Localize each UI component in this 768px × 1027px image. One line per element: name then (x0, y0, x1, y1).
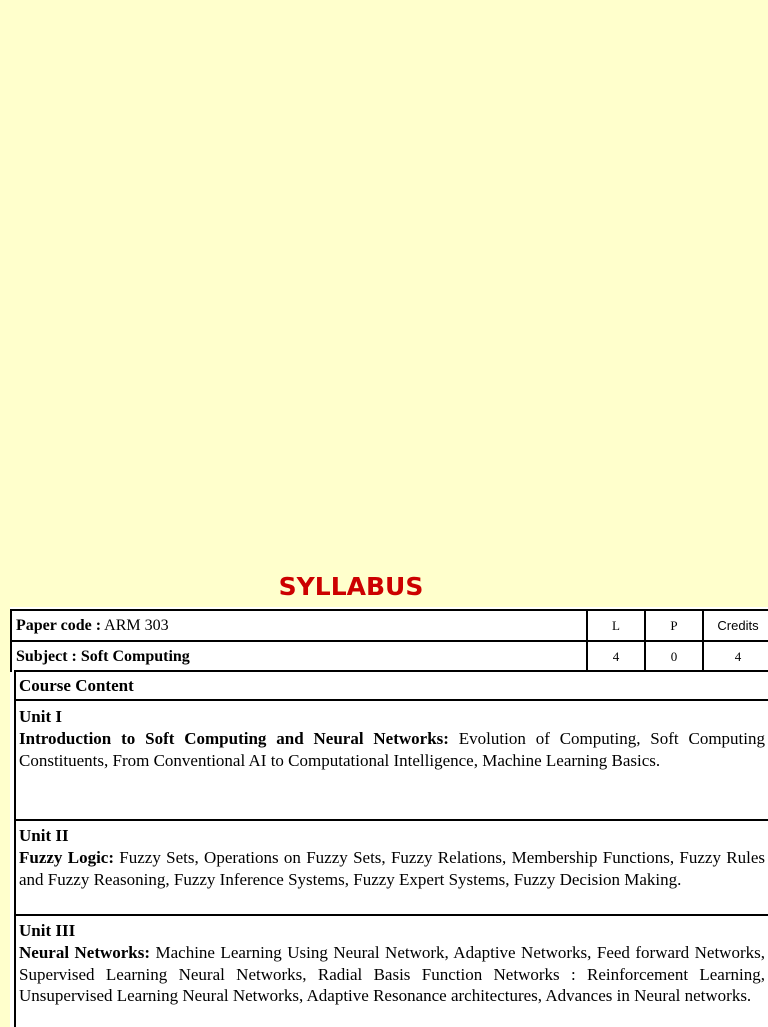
unit-2-text: Fuzzy Sets, Operations on Fuzzy Sets, Fuzzy Relations, Membership Functions, Fuzzy Rules and Fuzzy Reasoning, Fuzzy Inference Systems, Fuzzy Expert Systems, Fuzzy Decision Making. (19, 848, 765, 889)
unit-1-heading: Introduction to Soft Computing and Neural Networks: (19, 729, 449, 748)
col-l-header: L (586, 611, 644, 641)
unit-2-title: Unit II (19, 826, 69, 845)
paper-code-cell (10, 611, 586, 641)
credits-value: 4 (702, 642, 768, 672)
unit-1-content (19, 728, 765, 771)
unit-2-content (19, 847, 765, 890)
col-credits-header: Credits (702, 611, 768, 641)
subject-row (10, 640, 768, 672)
paper-code-row (10, 609, 768, 641)
syllabus-document (10, 607, 768, 1027)
unit-1-text: Evolution of Computing, Soft Computing Constituents, From Conventional AI to Computational Intelligence, Machine Learning Basics. (19, 729, 765, 770)
unit-3-heading: Neural Networks: (19, 943, 151, 962)
paper-code-label: Paper code : (16, 617, 102, 634)
unit-3-text: Machine Learning Using Neural Network, Adaptive Networks, Feed forward Networks, Supervised Learning Neural Networks, Radial Basis Function Networks : Reinforcement Learning, Unsupervised Learning Neural Networks, Adaptive Resonance architectures, Advances in Neural networks. (19, 943, 765, 1005)
subject-label: Subject : (16, 648, 77, 665)
unit-1-title: Unit I (19, 707, 62, 726)
unit-3-section (14, 914, 768, 1027)
subject-value: Soft Computing (80, 648, 190, 665)
unit-3-title: Unit III (19, 921, 76, 940)
unit-2-section (14, 819, 768, 915)
course-content-section (14, 670, 768, 700)
slide-title: SYLLABUS (278, 572, 424, 601)
p-value: 0 (644, 642, 702, 672)
subject-cell (10, 642, 586, 672)
unit-2-heading: Fuzzy Logic: (19, 848, 114, 867)
l-value: 4 (586, 642, 644, 672)
paper-code-value: ARM 303 (104, 617, 169, 634)
course-content-heading: Course Content (19, 676, 134, 695)
unit-1-section (14, 699, 768, 819)
col-p-header: P (644, 611, 702, 641)
unit-3-content (19, 942, 765, 1007)
